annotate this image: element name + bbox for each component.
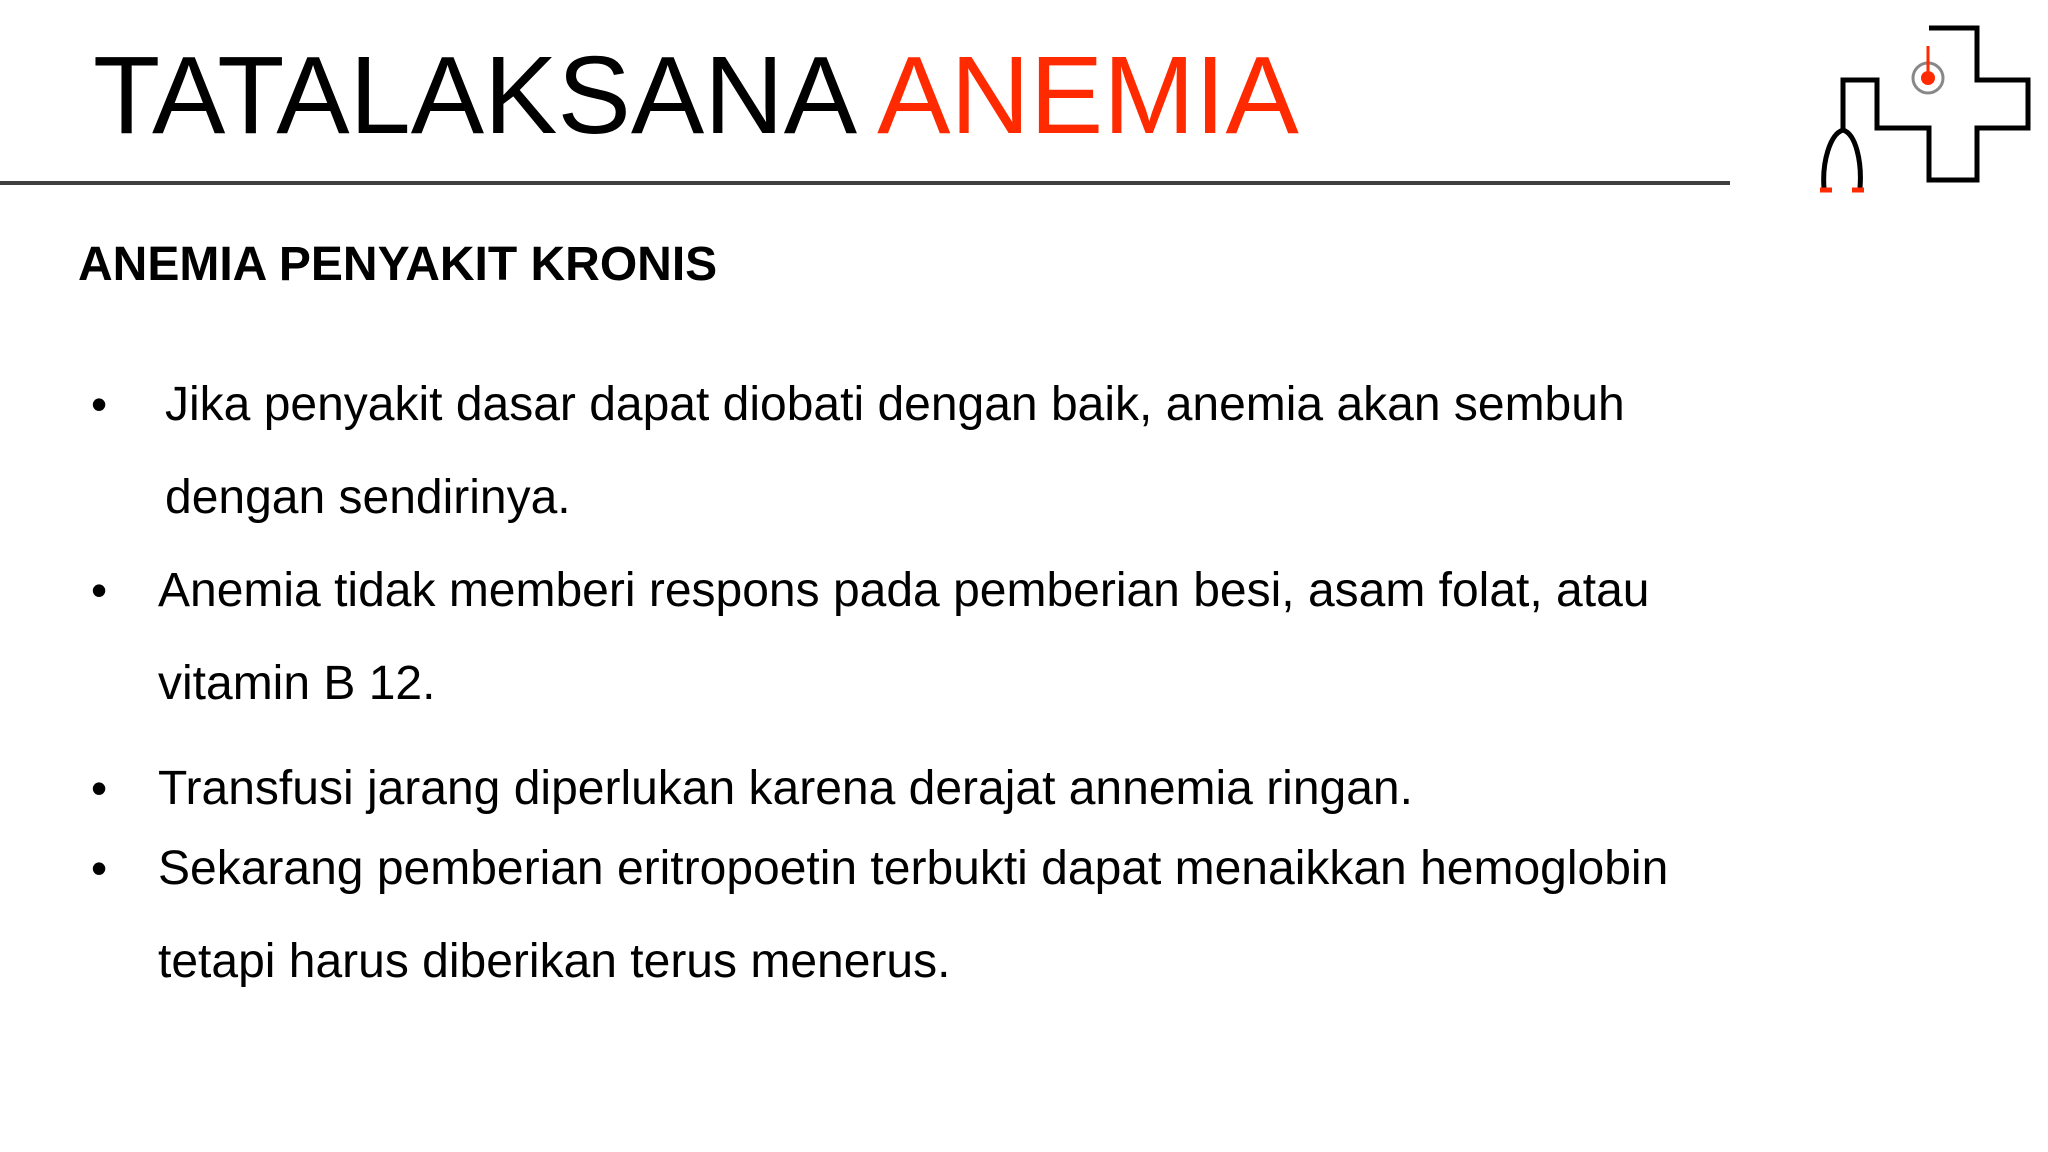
- title-word-1: TATALAKSANA: [93, 34, 858, 157]
- bullet-line: Anemia tidak memberi respons pada pemberian besi, asam folat, atau: [158, 564, 1650, 617]
- medical-cross-stethoscope-icon: [1800, 22, 2040, 202]
- section-subtitle: ANEMIA PENYAKIT KRONIS: [78, 238, 718, 291]
- bullet-line: tetapi harus diberikan terus menerus.: [158, 935, 951, 988]
- bullet-text: [158, 822, 1668, 1008]
- bullet-marker: •: [91, 378, 108, 430]
- bullet-line: dengan sendirinya.: [165, 471, 571, 524]
- bullet-marker: •: [91, 564, 108, 616]
- bullet-text: [158, 544, 1649, 730]
- bullet-line: Sekarang pemberian eritropoetin terbukti dapat menaikkan hemoglobin: [158, 842, 1669, 895]
- bullet-line: Transfusi jarang diperlukan karena derajat annemia ringan.: [158, 762, 1413, 815]
- title-divider: [0, 181, 1730, 185]
- page-title: [93, 36, 1299, 156]
- bullet-line: vitamin B 12.: [158, 657, 436, 710]
- bullet-text: [165, 358, 1625, 544]
- title-word-2: ANEMIA: [877, 34, 1299, 157]
- bullet-marker: •: [91, 762, 108, 814]
- bullet-marker: •: [91, 842, 108, 894]
- bullet-line: Jika penyakit dasar dapat diobati dengan baik, anemia akan sembuh: [165, 378, 1625, 431]
